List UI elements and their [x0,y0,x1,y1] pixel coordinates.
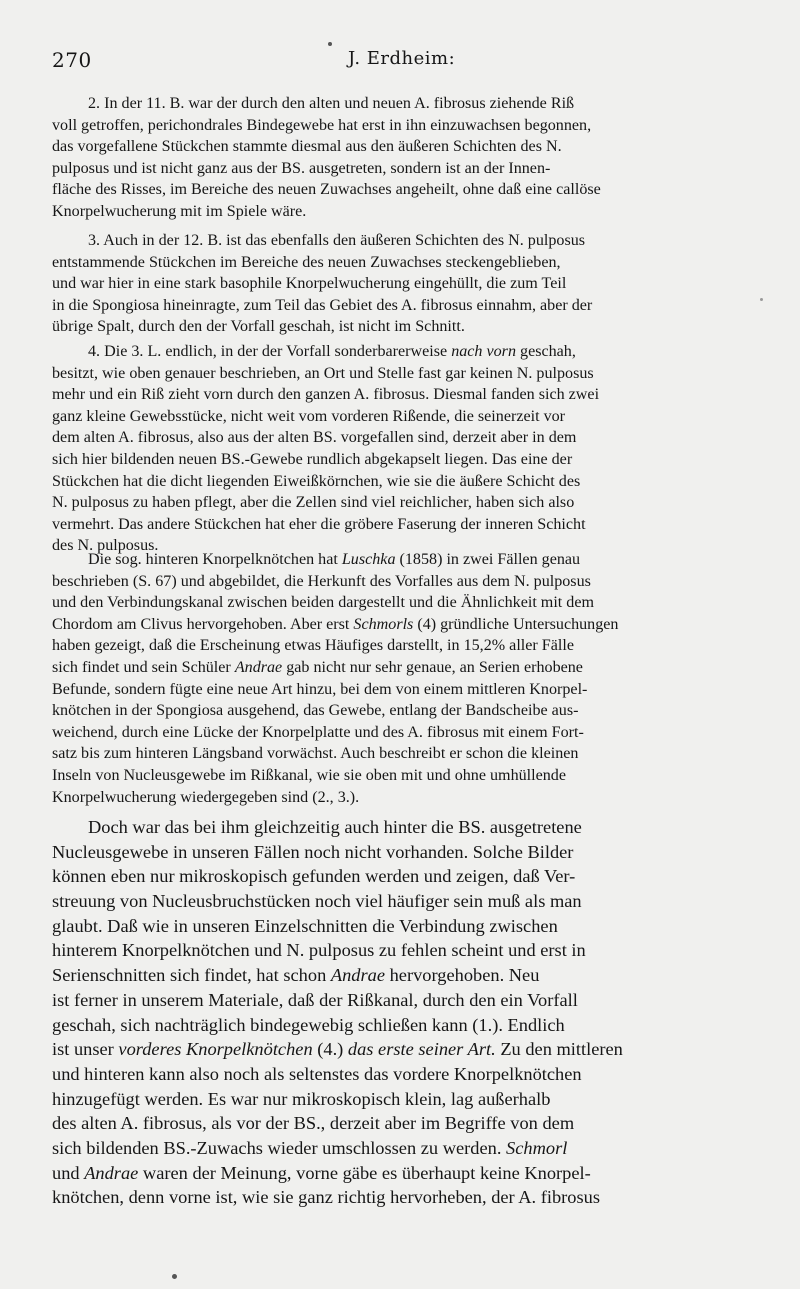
text-line: des alten A. fibrosus, als vor der BS., derzeit aber im Begriffe von dem [52,1113,575,1134]
italic-phrase: vorderes Knorpelknötchen [118,1039,313,1060]
text-line [52,657,752,679]
author-name: Schmorl [506,1137,568,1158]
text-run: ist unser [52,1039,119,1060]
text-run: (4) gründliche Untersuchungen [413,615,619,633]
print-speck [760,298,763,301]
print-speck [328,42,332,46]
text-line: ist ferner in unserem Materiale, daß der Rißkanal, durch den ein Vorfall [52,989,578,1010]
text-line: ganz kleine Gewebsstücke, nicht weit vom vorderen Rißende, die seinerzeit vor [52,407,566,425]
text-run: (4.) [312,1039,348,1060]
text-run: Die sog. hinteren Knorpelknötchen hat [88,551,342,568]
text-line: in die Spongiosa hineinragte, zum Teil das Gebiet des A. fibrosus einnahm, aber der [52,296,593,314]
text-run: gab nicht nur sehr genaue, an Serien erhobene [282,658,583,676]
text-line: hinterem Knorpelknötchen und N. pulposus zu fehlen scheint und erst in [52,940,586,961]
page-number: 270 [52,48,92,72]
text-line: und den Verbindungskanal zwischen beiden dargestellt und die Ähnlichkeit mit dem [52,594,595,612]
text-line: geschah, sich nachträglich bindegewebig schließen kann (1.). Endlich [52,1014,565,1035]
text-line: streuung von Nucleusbruchstücken noch viel häufiger sein muß als man [52,891,582,912]
text-line [52,963,752,988]
paragraph-4 [52,341,752,557]
text-line: knötchen, denn vorne ist, wie sie ganz richtig hervorheben, der A. fibrosus [52,1187,600,1208]
text-line: des N. pulposus. [52,537,159,555]
text-line: Befunde, sondern fügte eine neue Art hinzu, bei dem von einem mittleren Knorpel- [52,680,588,698]
text-line: und hinteren kann also noch als seltenstes das vordere Knorpelknötchen [52,1063,582,1084]
author-name: Luschka [341,551,396,568]
text-line: weichend, durch eine Lücke der Knorpelplatte und des A. fibrosus mit einem Fort- [52,723,584,741]
paragraph-2 [52,93,752,223]
text-run: waren der Meinung, vorne gäbe es überhaupt keine Knorpel- [138,1162,591,1183]
text-line [52,1136,752,1161]
text-line: 2. In der 11. B. war der durch den alten und neuen A. fibrosus ziehende Riß [88,95,575,112]
text-run: Zu den mittleren [495,1039,623,1060]
paragraph-3 [52,230,752,338]
text-line: Knorpelwucherung mit im Spiele wäre. [52,202,307,220]
italic-phrase: das erste seiner Art. [347,1039,496,1060]
author-name: Andrae [84,1162,139,1183]
print-speck [172,1274,177,1279]
text-line: und war hier in eine stark basophile Knorpelwucherung eingehüllt, die zum Teil [52,275,567,293]
text-line [52,1037,752,1062]
text-line: satz bis zum hinteren Längsband vorwächst. Auch beschreibt er schon die kleinen [52,745,579,763]
paragraph-6 [52,815,752,1210]
italic-phrase: nach vorn [451,343,516,360]
text-line: N. pulposus zu haben pflegt, aber die Zellen sind viel reichlicher, haben sich also [52,494,575,512]
text-line [52,614,752,636]
text-line: pulposus und ist nicht ganz aus der BS. ausgetreten, sondern ist an der Innen- [52,159,551,177]
text-line: beschrieben (S. 67) und abgebildet, die Herkunft des Vorfalles aus dem N. pulposus [52,572,591,590]
page-header [52,48,752,74]
text-line [52,549,752,571]
text-line: übrige Spalt, durch den der Vorfall geschah, ist nicht im Schnitt. [52,318,465,336]
text-run: (1858) in zwei Fällen genau [395,551,581,568]
text-line: mehr und ein Riß zieht vorn durch den ganzen A. fibrosus. Diesmal fanden sich zwei [52,386,600,404]
text-run: Serienschnitten sich findet, hat schon [52,965,331,986]
author-name: Schmorls [353,615,414,633]
text-line: das vorgefallene Stückchen stammte diesmal aus den äußeren Schichten des N. [52,138,562,156]
running-head: J. Erdheim: [348,48,456,69]
author-name: Andrae [234,658,283,676]
text-run: hervorgehoben. Neu [385,965,540,986]
text-line [52,341,752,363]
text-line [52,1161,752,1186]
text-line: sich hier bildenden neuen BS.-Gewebe rundlich abgekapselt liegen. Das eine der [52,450,573,468]
text-line: glaubt. Daß wie in unseren Einzelschnitten die Verbindung zwischen [52,915,558,936]
text-line: dem alten A. fibrosus, also aus der alten BS. vorgefallen sind, derzeit aber in dem [52,429,577,447]
text-line: fläche des Risses, im Bereiche des neuen Zuwachses angeheilt, ohne daß eine callöse [52,181,601,199]
author-name: Andrae [330,965,385,986]
text-line: entstammende Stückchen im Bereiche des neuen Zuwachses steckengeblieben, [52,253,561,271]
text-line: besitzt, wie oben genauer beschrieben, an Ort und Stelle fast gar keinen N. pulposus [52,364,594,382]
text-line: können eben nur mikroskopisch gefunden werden und zeigen, daß Ver- [52,866,576,887]
text-line: Knorpelwucherung wiedergegeben sind (2., 3.). [52,788,360,806]
text-line: vermehrt. Das andere Stückchen hat eher die gröbere Faserung der inneren Schicht [52,515,586,533]
text-line: voll getroffen, perichondrales Bindegewebe hat erst in ihn einzuwachsen begonnen, [52,116,592,134]
text-line: 3. Auch in der 12. B. ist das ebenfalls den äußeren Schichten des N. pulposus [88,232,586,249]
text-line: Doch war das bei ihm gleichzeitig auch hinter die BS. ausgetretene [88,817,582,837]
text-line: Inseln von Nucleusgewebe im Rißkanal, wie sie oben mit und ohne umhüllende [52,766,566,784]
text-line: Nucleusgewebe in unseren Fällen noch nicht vorhanden. Solche Bilder [52,841,574,862]
text-run: 4. Die 3. L. endlich, in der der Vorfall sonderbarerweise [88,343,452,360]
text-run: sich findet und sein Schüler [52,658,235,676]
text-line: knötchen in der Spongiosa ausgehend, das Gewebe, entlang der Bandscheibe aus- [52,702,579,720]
text-run: geschah, [516,343,576,360]
text-run: und [52,1162,85,1183]
text-run: sich bildenden BS.-Zuwachs wieder umschlossen zu werden. [52,1137,507,1158]
text-line: hinzugefügt werden. Es war nur mikroskopisch klein, lag außerhalb [52,1088,551,1109]
text-run: Chordom am Clivus hervorgehoben. Aber erst [52,615,354,633]
text-line: haben gezeigt, daß die Erscheinung etwas Häufiges darstellt, in 15,2% aller Fälle [52,637,574,655]
paragraph-5 [52,549,752,808]
text-line: Stückchen hat die dicht liegenden Eiweißkörnchen, wie sie die äußere Schicht des [52,472,581,490]
